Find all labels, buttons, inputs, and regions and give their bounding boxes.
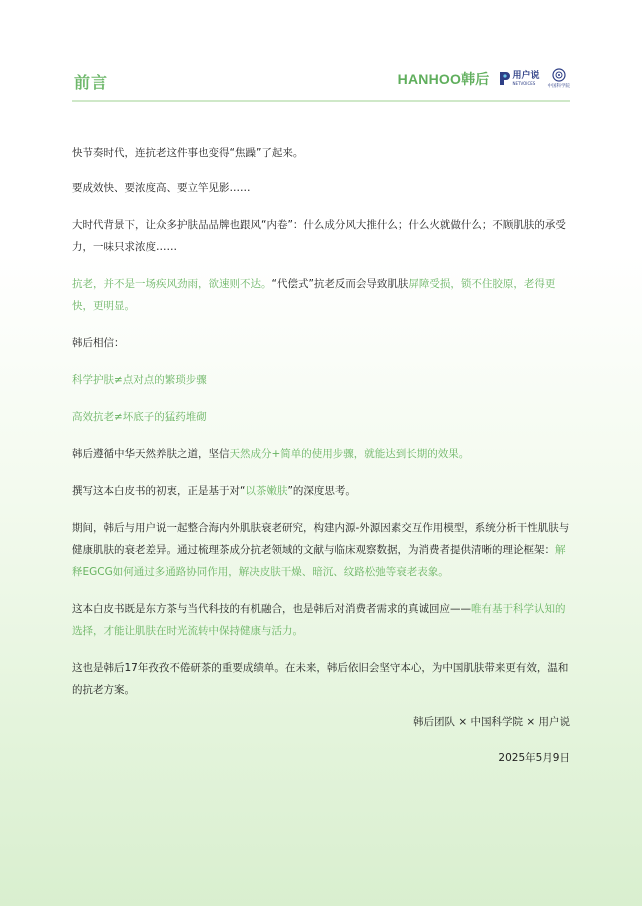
date: 2025年5月9日	[498, 752, 570, 764]
paragraph-text: 期间，韩后与用户说一起整合海内外肌肤衰老研究，构建内源-外源因素交互作用模型，系统分析干性肌肤与健康肌肤的衰老差异。通过梳理茶成分抗老领域的文献与临床观察数据，为消费者提供清晰的理论框架：	[72, 522, 570, 556]
hanhoo-logo-cn: 韩后	[461, 70, 490, 87]
page-header	[72, 62, 570, 102]
paragraph	[72, 214, 572, 258]
cas-emblem-icon	[552, 68, 566, 82]
paragraph	[72, 142, 572, 164]
page-title: 前言	[74, 73, 109, 92]
paragraph-text: “代偿式”抗老反而会导致肌肤	[271, 278, 409, 290]
cas-logo	[548, 68, 571, 89]
cas-logo-cn: 中国科学院	[547, 84, 570, 89]
paragraph-text: 韩后遵循中华天然养肤之道，坚信	[72, 448, 230, 460]
highlight-text: 解释EGCG如何通过多通路协同作用，解决皮肤干燥、暗沉、纹路松弛等衰老表象。	[72, 544, 566, 578]
paragraph	[72, 369, 572, 391]
netvoice-mark-icon	[497, 71, 510, 86]
paragraph	[72, 598, 572, 642]
paragraph-text: 韩后相信：	[72, 337, 125, 349]
partner-logos	[398, 68, 570, 89]
paragraph	[72, 332, 572, 354]
highlight-text: 唯有基于科学认知的选择，才能让肌肤在时光流转中保持健康与活力。	[72, 603, 566, 637]
paragraph-text: 大时代背景下，让众多护肤品品牌也跟风“内卷”：什么成分风大推什么；什么火就做什么；不顾肌肤的承受力，一味只求浓度……	[72, 219, 566, 253]
signature: 韩后团队 × 中国科学院 × 用户说	[413, 716, 570, 728]
highlight-text: 科学护肤≠点对点的繁琐步骤	[72, 374, 207, 386]
header-divider	[72, 100, 570, 102]
paragraph	[72, 273, 572, 317]
preface-body	[72, 142, 572, 701]
hanhoo-logo-latin: HANHOO	[397, 70, 462, 87]
paragraph-text: 快节奏时代，连抗老这件事也变得“焦躁”了起来。	[72, 147, 304, 159]
paragraph-text: 要成效快、要浓度高、要立竿见影……	[72, 182, 251, 194]
paragraph	[72, 177, 572, 199]
highlight-text: 天然成分+简单的使用步骤，就能达到长期的效果。	[229, 448, 470, 460]
paragraph	[72, 480, 572, 502]
highlight-text: 以茶嫩肤	[245, 485, 288, 497]
paragraph-text: 这本白皮书既是东方茶与当代科技的有机融合，也是韩后对消费者需求的真诚回应——	[72, 603, 471, 615]
highlight-text: 屏障受损，锁不住胶原，老得更快，更明显。	[72, 278, 556, 312]
netvoice-logo-cn: 用户说	[512, 70, 540, 81]
netvoice-logo-en: NETVOICES	[512, 80, 536, 86]
paragraph	[72, 406, 572, 428]
paragraph	[72, 443, 572, 465]
paragraph-text: 这也是韩后17年孜孜不倦研茶的重要成绩单。在未来，韩后依旧会坚守本心，为中国肌肤带来更有效，温和的抗老方案。	[72, 662, 569, 696]
hanhoo-logo	[398, 69, 490, 89]
netvoice-logo	[497, 71, 539, 86]
paragraph-text: ”的深度思考。	[287, 485, 356, 497]
paragraph	[72, 657, 572, 701]
paragraph	[72, 517, 572, 583]
paragraph-text: 撰写这本白皮书的初衷，正是基于对“	[72, 485, 246, 497]
highlight-text: 抗老，并不是一场疾风劲雨，欲速则不达。	[72, 278, 272, 290]
highlight-text: 高效抗老≠坏底子的猛药堆砌	[72, 411, 207, 423]
